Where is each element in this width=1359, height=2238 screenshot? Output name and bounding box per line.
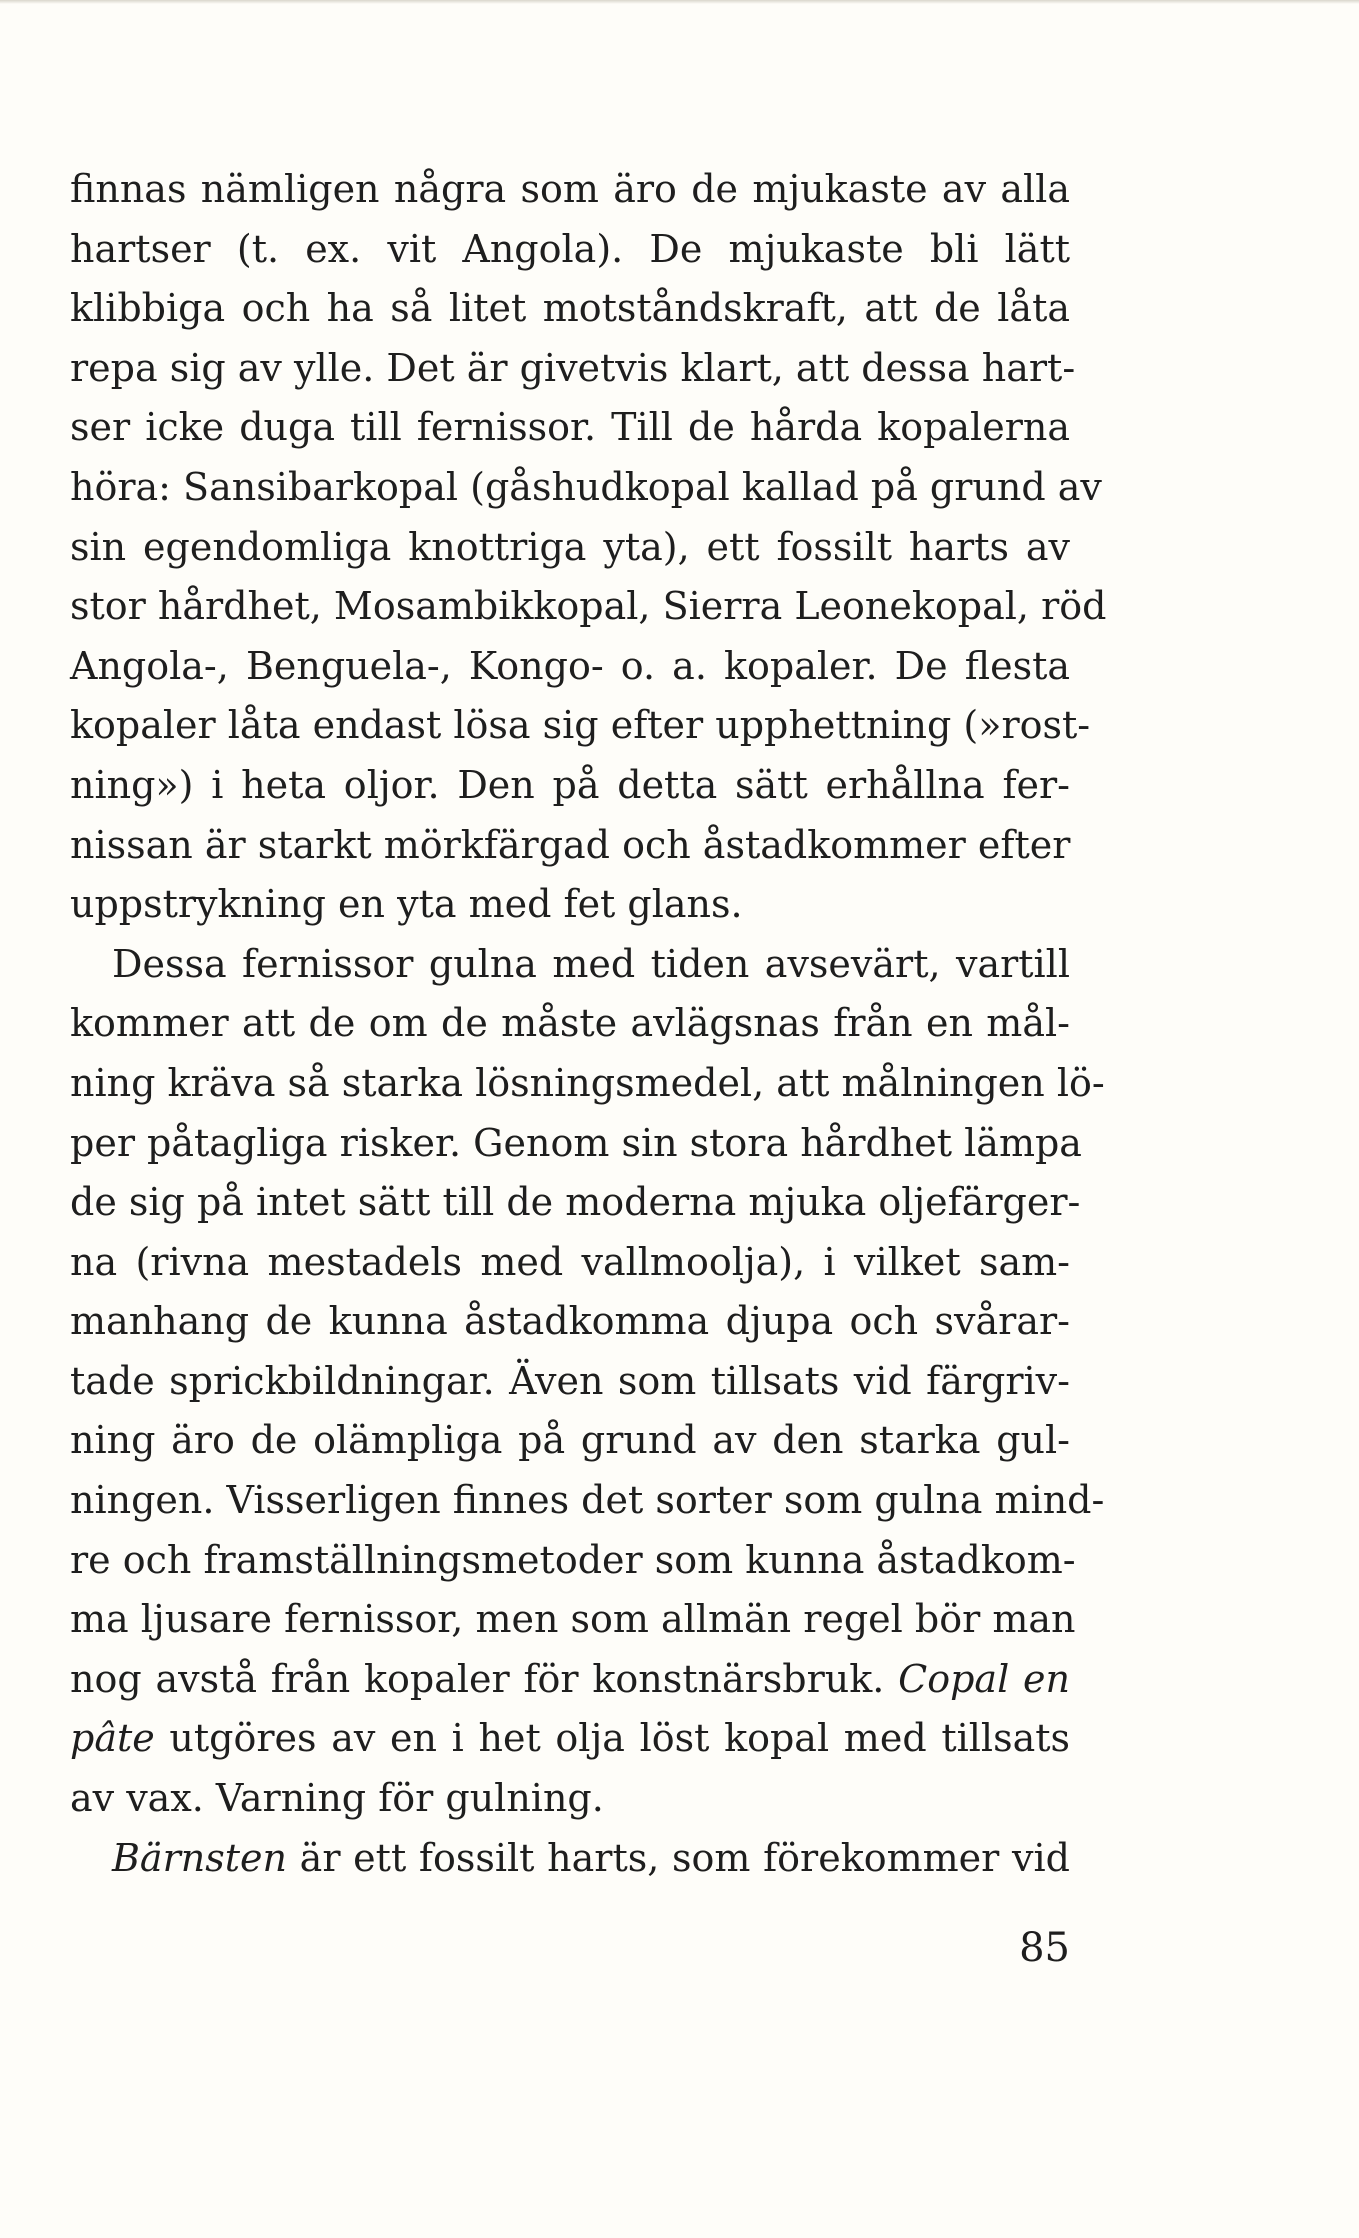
italic-term: Bärnsten — [112, 1835, 287, 1880]
text-line: re och framställningsmetoder som kunna åstadkom- — [70, 1537, 1076, 1582]
text-line: hartser (t. ex. vit Angola). De mjukaste bli lätt — [70, 226, 1070, 271]
italic-term: Copal en — [898, 1656, 1070, 1701]
text-line: ser icke duga till fernissor. Till de hårda kopalerna — [70, 405, 1070, 450]
text-line: de sig på intet sätt till de moderna mjuka oljefärger- — [70, 1180, 1081, 1225]
text-line: repa sig av ylle. Det är givetvis klart, att dessa hart- — [70, 345, 1076, 390]
text-line: ningen. Visserligen finnes det sorter som gulna mind- — [70, 1478, 1105, 1523]
text-line: manhang de kunna åstadkomma djupa och svårar- — [70, 1299, 1070, 1344]
body-text — [70, 160, 1107, 1888]
text-line: na (rivna mestadels med vallmoolja), i vilket sam- — [70, 1239, 1070, 1284]
text-line: av vax. Varning för gulning. — [70, 1776, 604, 1821]
text-line — [70, 1650, 1070, 1710]
text-line: finnas nämligen några som äro de mjukaste av alla — [70, 167, 1070, 211]
text-line: ning kräva så starka lösningsmedel, att målningen lö- — [70, 1060, 1105, 1105]
text-line: ning äro de olämpliga på grund av den starka gul- — [70, 1418, 1070, 1463]
text-line: nissan är starkt mörkfärgad och åstadkommer efter — [70, 822, 1071, 867]
text-segment: utgöres av en i het olja löst kopal med tillsats — [154, 1716, 1070, 1761]
text-line: tade sprickbildningar. Även som tillsats vid färgriv- — [70, 1358, 1070, 1403]
italic-term: pâte — [70, 1716, 155, 1761]
text-line: stor hårdhet, Mosambikkopal, Sierra Leonekopal, röd — [70, 584, 1107, 629]
text-line: per påtagliga risker. Genom sin stora hårdhet lämpa — [70, 1120, 1082, 1165]
text-line: Dessa fernissor gulna med tiden avsevärt, vartill — [112, 941, 1070, 986]
page-number: 85 — [1019, 1925, 1070, 1971]
text-line: sin egendomliga knottriga yta), ett fossilt harts av — [70, 524, 1070, 569]
page-edge — [0, 0, 1359, 4]
text-line: ma ljusare fernissor, men som allmän regel bör man — [70, 1597, 1076, 1642]
text-line — [70, 1829, 1070, 1889]
text-line: uppstrykning en yta med fet glans. — [70, 882, 743, 927]
text-line: ning») i heta oljor. Den på detta sätt erhållna fer- — [70, 762, 1070, 807]
text-line: kommer att de om de måste avlägsnas från en mål- — [70, 1001, 1070, 1046]
text-line — [70, 1709, 1070, 1769]
text-line: Angola-, Benguela-, Kongo- o. a. kopaler. De flesta — [70, 643, 1070, 688]
text-segment: är ett fossilt harts, som förekommer vid — [286, 1835, 1070, 1880]
text-line: klibbiga och ha så litet motståndskraft, att de låta — [70, 286, 1070, 331]
text-line: kopaler låta endast lösa sig efter upphettning (»rost- — [70, 703, 1091, 748]
text-segment: nog avstå från kopaler för konstnärsbruk. — [70, 1656, 899, 1701]
text-line: höra: Sansibarkopal (gåshudkopal kallad på grund av — [70, 464, 1102, 509]
